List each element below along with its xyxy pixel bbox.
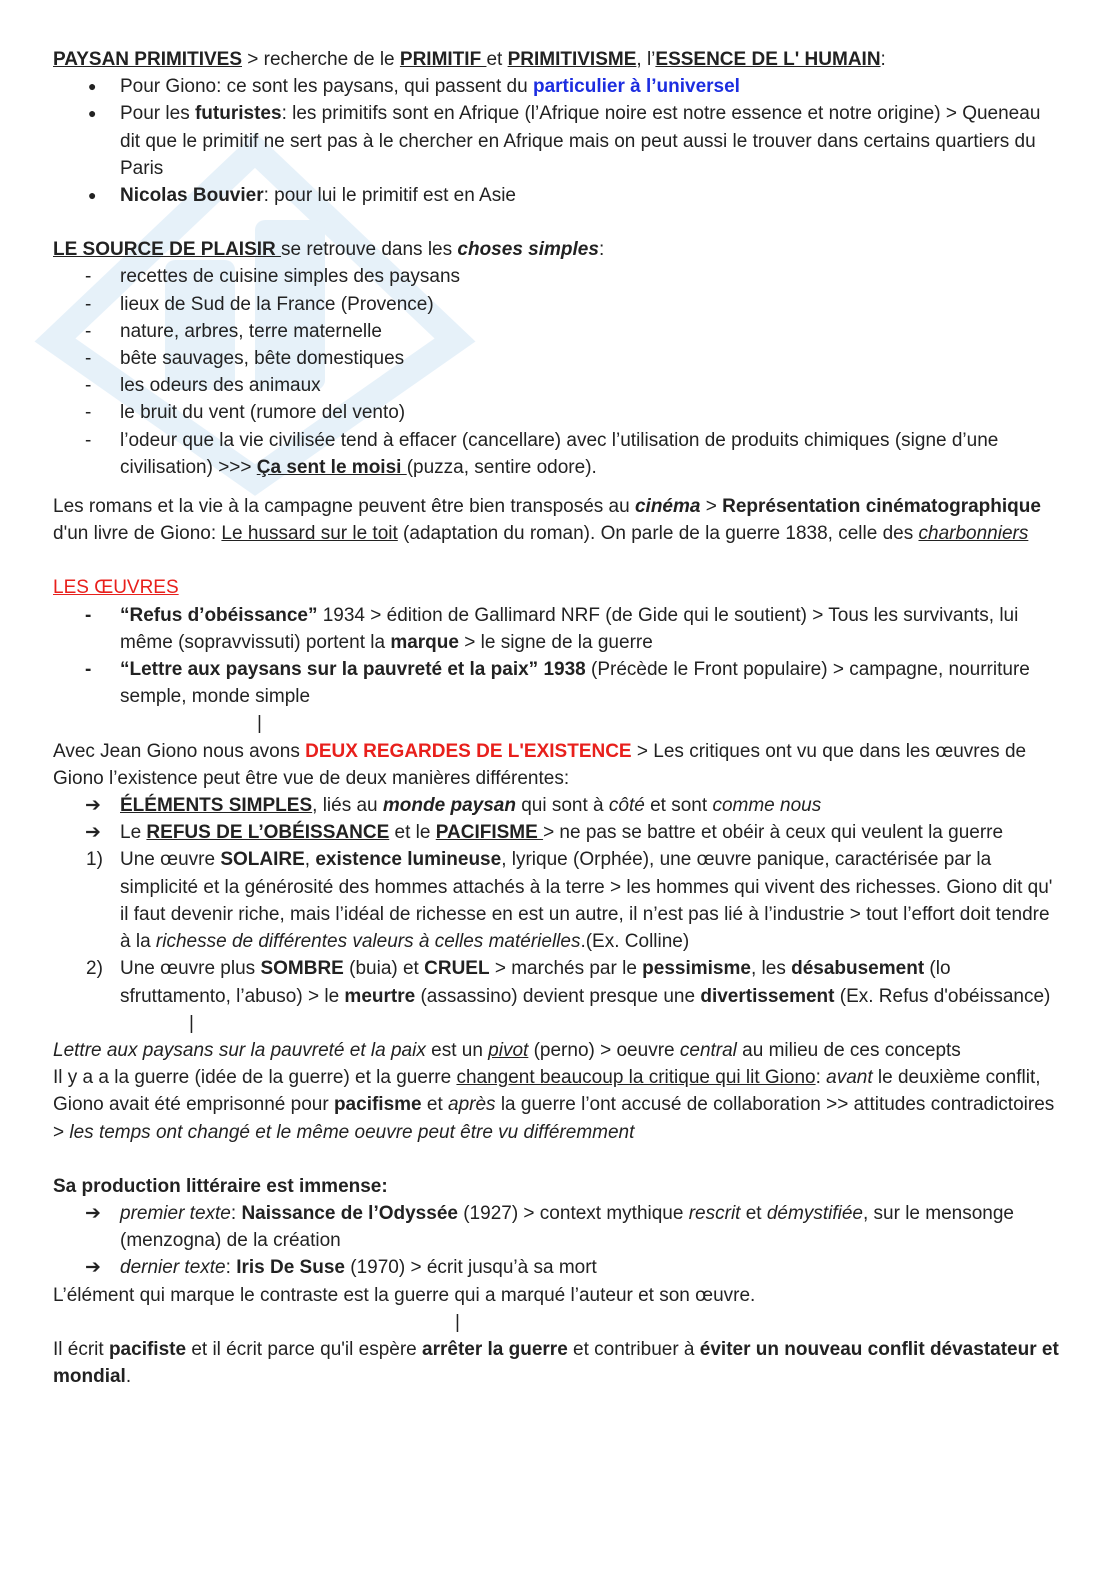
list-item: ➔ ÉLÉMENTS SIMPLES, liés au monde paysan qui sont à côté et sont comme nous — [53, 792, 1063, 819]
regards-list — [53, 792, 1063, 846]
arrow-right-icon: ➔ — [85, 1257, 101, 1279]
arrow-right-icon: ➔ — [85, 822, 101, 844]
list-item: ➔ dernier texte: Iris De Suse (1970) > écrit jusqu’à sa mort — [53, 1254, 1063, 1281]
dash-icon: - — [85, 320, 92, 342]
arrow-right-icon: ➔ — [85, 1202, 101, 1224]
list-item: - les odeurs des animaux — [53, 372, 1063, 399]
dash-icon: - — [85, 293, 92, 315]
document-page — [53, 46, 1063, 1390]
dash-icon: - — [85, 375, 92, 397]
list-item: - nature, arbres, terre maternelle — [53, 318, 1063, 345]
dash-icon: - — [85, 266, 92, 288]
primitif-list — [53, 73, 1063, 209]
list-item: ● Pour Giono: ce sont les paysans, qui passent du particulier à l’universel — [53, 73, 1063, 100]
source-plaisir-line: LE SOURCE DE PLAISIR se retrouve dans les choses simples: — [53, 239, 605, 261]
list-item: - lieux de Sud de la France (Provence) — [53, 291, 1063, 318]
production-heading: Sa production littéraire est immense: — [53, 1175, 388, 1197]
pacifiste-paragraph: Il écrit pacifiste et il écrit parce qu'il espère arrêter la guerre et contribuer à éviter un nouveau conflit dévastateur et mondial. — [53, 1338, 1059, 1388]
dash-icon: - — [85, 429, 92, 451]
plaisir-list — [53, 263, 1063, 481]
oeuvres-list — [53, 602, 1063, 711]
list-item: ● Pour les futuristes: les primitifs sont en Afrique (l’Afrique noire est notre essence et notre origine) > Queneau dit que le primitif ne sert pas à le chercher en Afrique mais on peut aussi le trouver dans certains quartiers du Paris — [53, 100, 1063, 182]
list-item: - bête sauvages, bête domestiques — [53, 345, 1063, 372]
cinema-paragraph: Les romans et la vie à la campagne peuvent être bien transposés au cinéma > Représentation cinématographique d'un livre de Giono: Le hussard sur le toit (adaptation du roman). On parle de la guerre 1838, celle des charbonniers — [53, 496, 1041, 545]
arrow-right-icon: ➔ — [85, 795, 101, 817]
separator-bar: | — [189, 1012, 194, 1034]
bullet-dot-icon: ● — [88, 187, 97, 204]
contraste-line: L’élément qui marque le contraste est la guerre qui a marqué l’auteur et son œuvre. — [53, 1284, 756, 1306]
separator-bar: | — [455, 1311, 460, 1333]
list-item: ➔ premier texte: Naissance de l’Odyssée (1927) > context mythique rescrit et démystifiée, sur le mensonge (menzogna) de la création — [53, 1200, 1063, 1254]
dash-icon: - — [85, 659, 92, 681]
list-item: 2) Une œuvre plus SOMBRE (buia) et CRUEL > marchés par le pessimisme, les désabusement (lo sfruttamento, l’abuso) > le meurtre (assassino) devient presque une divertissement (Ex. Refus d'obéissance) — [53, 955, 1063, 1009]
dash-icon: - — [85, 604, 92, 626]
list-item: - l’odeur que la vie civilisée tend à effacer (cancellare) avec l’utilisation de produits chimiques (signe d’une civilisation) >>> Ça sent le moisi (puzza, sentire odore). — [53, 427, 1063, 481]
oeuvres-heading: LES ŒUVRES — [53, 577, 179, 599]
paysan-heading-line: PAYSAN PRIMITIVES > recherche de le PRIMITIF et PRIMITIVISME, l’ESSENCE DE L' HUMAIN: — [53, 49, 886, 70]
bullet-dot-icon: ● — [88, 78, 97, 95]
list-item: - recettes de cuisine simples des paysans — [53, 263, 1063, 290]
list-item: ● Nicolas Bouvier: pour lui le primitif est en Asie — [53, 182, 1063, 209]
number-marker: 2) — [86, 958, 103, 980]
number-marker: 1) — [86, 849, 103, 871]
list-item: - “Refus d’obéissance” 1934 > édition de Gallimard NRF (de Gide qui le soutient) > Tous les survivants, lui même (sopravvissuti) portent la marque > le signe de la guerre — [53, 602, 1063, 656]
separator-bar: | — [257, 713, 262, 735]
list-item: 1) Une œuvre SOLAIRE, existence lumineuse, lyrique (Orphée), une œuvre panique, caractérisée par la simplicité et la générosité des hommes attachés à la terre > les hommes qui vivent des richesses. Giono dit qu' il faut devenir riche, mais l’idéal de richesse en est un autre, il n’est pas lié à l’industrie > tout l’effort doit tendre à la richesse de différentes valeurs à celles matérielles.(Ex. Colline) — [53, 846, 1063, 955]
regards-paragraph: Avec Jean Giono nous avons DEUX REGARDES DE L'EXISTENCE > Les critiques ont vu que dans les œuvres de Giono l’existence peut être vue de deux manières différentes: — [53, 740, 1027, 789]
oeuvre-types-list — [53, 846, 1063, 1009]
list-item: ➔ Le REFUS DE L’OBÉISSANCE et le PACIFISME > ne pas se battre et obéir à ceux qui veulent la guerre — [53, 819, 1063, 846]
list-item: - le bruit du vent (rumore del vento) — [53, 399, 1063, 426]
lettre-line: Lettre aux paysans sur la pauvreté et la paix est un pivot (perno) > oeuvre central au milieu de ces concepts — [53, 1039, 961, 1061]
production-list — [53, 1200, 1063, 1282]
dash-icon: - — [85, 348, 92, 370]
guerre-paragraph: Il y a a la guerre (idée de la guerre) et la guerre changent beaucoup la critique qui lit Giono: avant le deuxième conflit, Giono avait été emprisonné pour pacifisme et après la guerre l’ont accusé de collaboration >> attitudes contradictoires > les temps ont changé et le même oeuvre peut être vu différemment — [53, 1067, 1055, 1143]
dash-icon: - — [85, 402, 92, 424]
bullet-dot-icon: ● — [88, 105, 97, 122]
list-item: - “Lettre aux paysans sur la pauvreté et la paix” 1938 (Précède le Front populaire) > campagne, nourriture semple, monde simple — [53, 656, 1063, 710]
